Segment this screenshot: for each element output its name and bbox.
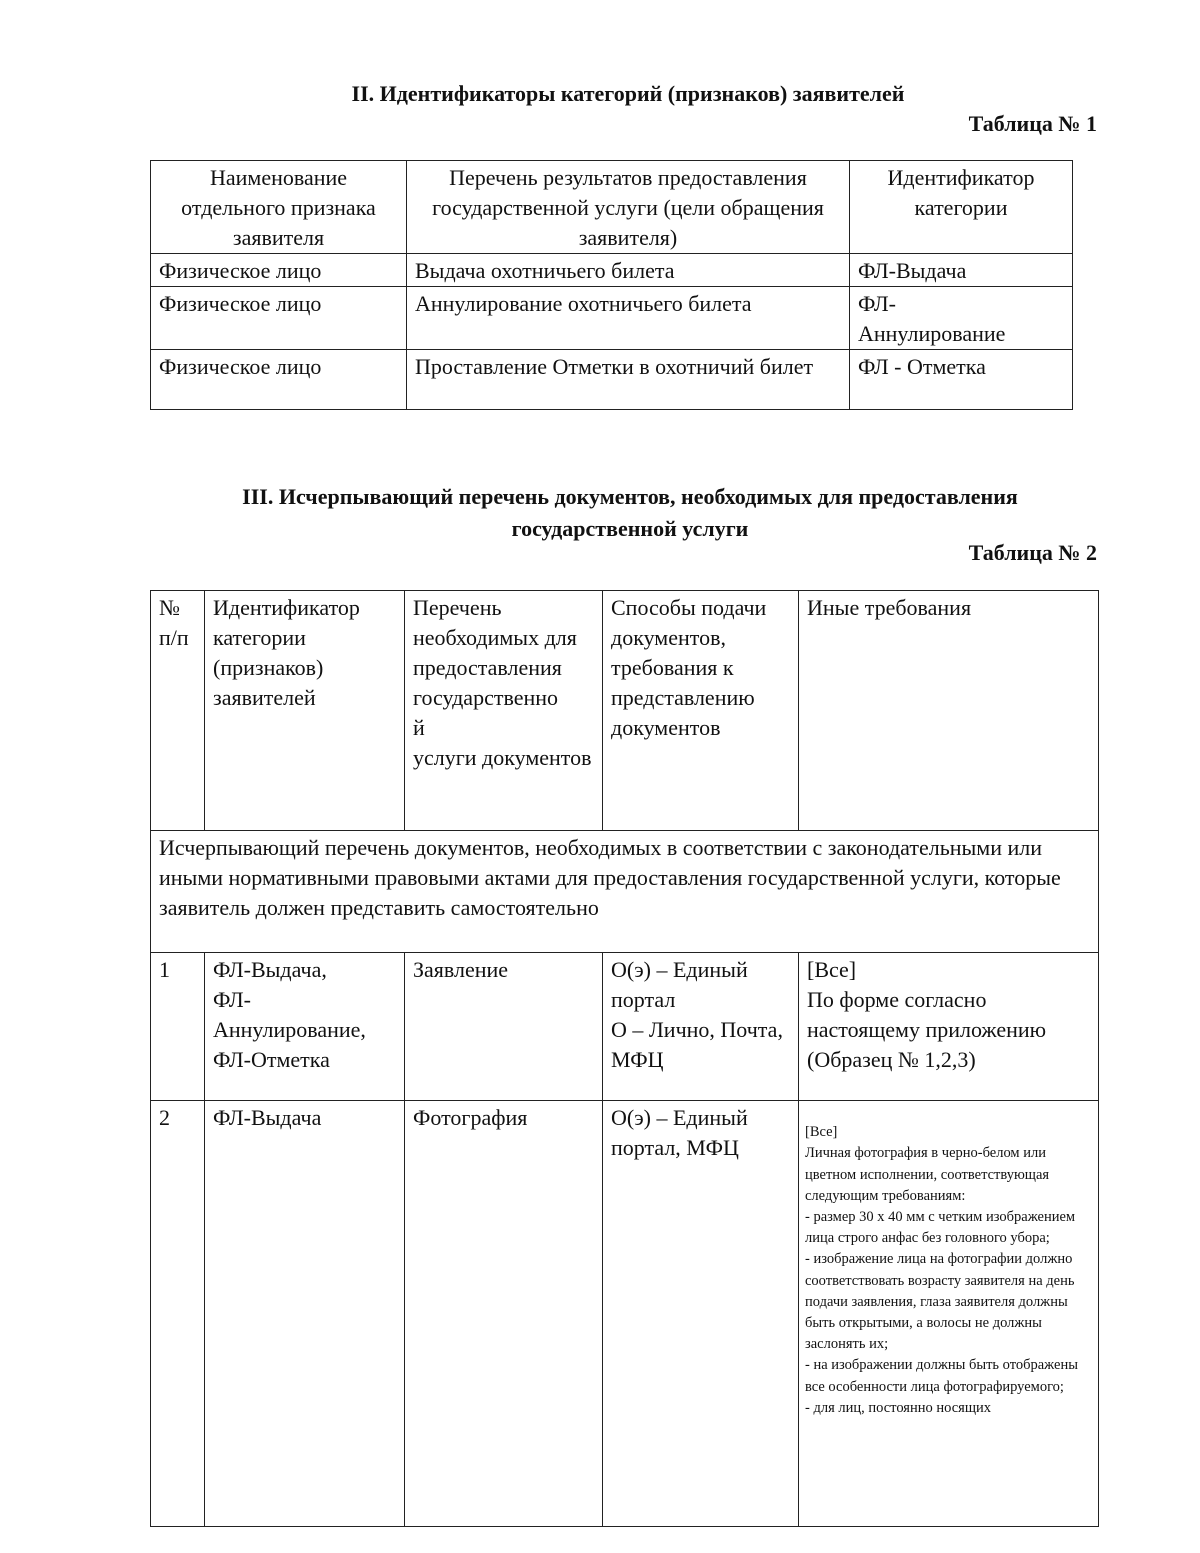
table-2-header-cell: Перечень необходимых для предоставления государственно й услуги документов: [405, 591, 603, 831]
table-1-header-cell: Перечень результатов предоставления государственной услуги (цели обращения заявителя): [407, 161, 850, 254]
table-row: [151, 350, 1073, 410]
table-cell: 2: [151, 1101, 205, 1527]
table-cell: Аннулирование охотничьего билета: [407, 287, 850, 350]
table-cell: 1: [151, 953, 205, 1101]
table-cell: Выдача охотничьего билета: [407, 254, 850, 287]
table-2-label: Таблица № 2: [968, 540, 1097, 565]
table-1-header-cell: Идентификатор категории: [850, 161, 1073, 254]
table-cell: ФЛ-Выдача, ФЛ- Аннулирование, ФЛ-Отметка: [205, 953, 405, 1101]
table-cell: ФЛ-Выдача: [205, 1101, 405, 1527]
table-cell-photo-requirements: [799, 1101, 1099, 1527]
table-row: [151, 287, 1073, 350]
table-2-subheader-cell: Исчерпывающий перечень документов, необходимых в соответствии с законодательными или иными нормативными правовыми актами для предоставления государственной услуги, которые заявитель должен представить самостоятельно: [151, 831, 1099, 953]
section-3-title: III. Исчерпывающий перечень документов, необходимых для предоставления государственной услуги: [242, 484, 1018, 541]
table-cell: ФЛ- Аннулирование: [850, 287, 1073, 350]
table-cell: Физическое лицо: [151, 350, 407, 410]
table-cell: ФЛ-Выдача: [850, 254, 1073, 287]
table-row: [151, 953, 1099, 1101]
table-2-subheader-row: [151, 831, 1099, 953]
table-cell: [Все] По форме согласно настоящему приложению (Образец № 1,2,3): [799, 953, 1099, 1101]
table-1: [150, 160, 1073, 410]
table-row: [151, 1101, 1099, 1527]
table-row: [151, 254, 1073, 287]
table-cell: О(э) – Единый портал, МФЦ: [603, 1101, 799, 1527]
table-2-header-cell: Идентификатор категории (признаков) заявителей: [205, 591, 405, 831]
table-cell: О(э) – Единый портал О – Лично, Почта, МФЦ: [603, 953, 799, 1101]
table-2-header-cell: Иные требования: [799, 591, 1099, 831]
section-2-title: II. Идентификаторы категорий (признаков) заявителей: [351, 81, 905, 106]
table-2-header-cell: № п/п: [151, 591, 205, 831]
table-1-header-cell: Наименование отдельного признака заявителя: [151, 161, 407, 254]
table-cell: Физическое лицо: [151, 287, 407, 350]
table-1-label: Таблица № 1: [968, 111, 1097, 136]
table-cell: Физическое лицо: [151, 254, 407, 287]
table-2-header-row: [151, 591, 1099, 831]
table-2: [150, 590, 1099, 1527]
table-cell: Заявление: [405, 953, 603, 1101]
table-2-header-cell: Способы подачи документов, требования к представлению документов: [603, 591, 799, 831]
table-cell: Проставление Отметки в охотничий билет: [407, 350, 850, 410]
photo-requirements-text: [Все] Личная фотография в черно-белом или цветном исполнении, соответствующая следующим требованиям: - размер 30 х 40 мм с четким изображением лица строго анфас без головного убора; - изображение лица на фотографии должно соответствовать возрасту заявителя на день подачи заявления, глаза заявителя должны быть открытыми, а волосы не должны заслонять их; - на изображении должны быть отображены все особенности лица фотографируемого; - для лиц, постоянно носящих: [805, 1124, 1078, 1416]
table-cell: Фотография: [405, 1101, 603, 1527]
table-cell: ФЛ - Отметка: [850, 350, 1073, 410]
table-1-header-row: [151, 161, 1073, 254]
